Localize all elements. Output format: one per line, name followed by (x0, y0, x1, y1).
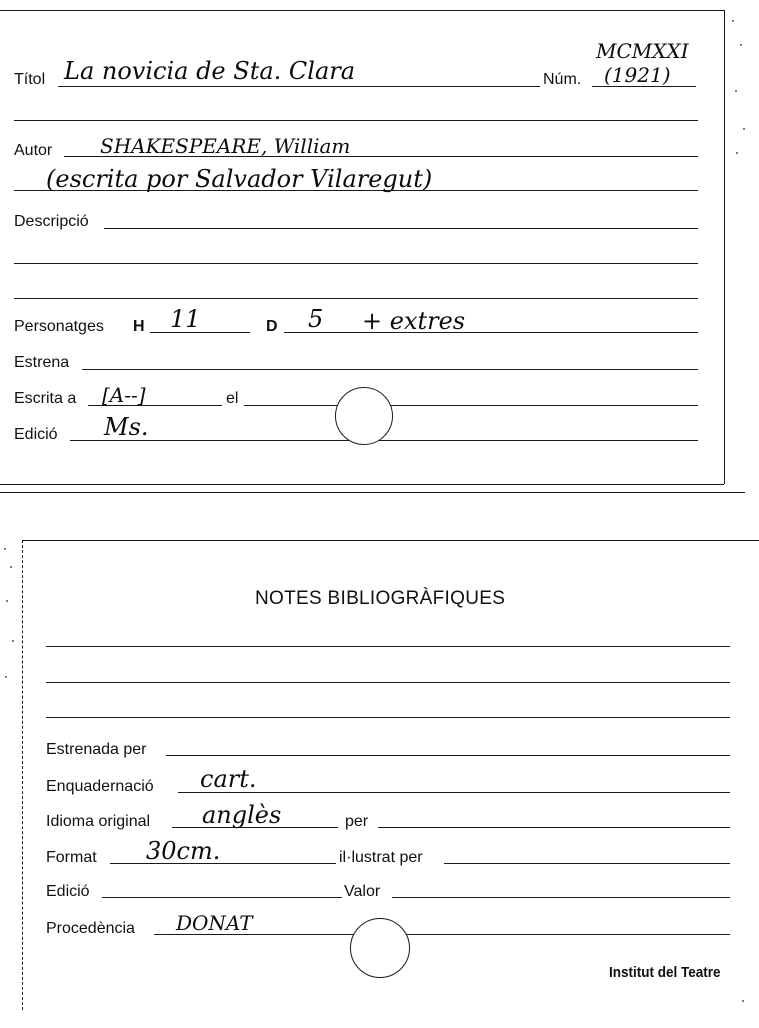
original-language-label: Idioma original (46, 813, 151, 830)
scan-speck (6, 600, 8, 602)
title-line-2 (14, 120, 698, 121)
binding-value: cart. (200, 765, 257, 793)
women-label: D (266, 318, 278, 335)
description-line (104, 228, 698, 229)
scan-speck (736, 152, 738, 154)
value-line (392, 897, 730, 898)
card2-title: NOTES BIBLIOGRÀFIQUES (255, 588, 506, 609)
notes-line-3 (46, 717, 730, 718)
card2-top-border (22, 540, 759, 541)
card1-top-border (0, 10, 724, 11)
written-at-value: [A--] (102, 383, 146, 407)
scan-speck (4, 548, 6, 550)
title-value: La novicia de Sta. Clara (64, 57, 356, 85)
page-divider (0, 492, 745, 493)
format-value: 30cm. (146, 837, 221, 865)
title-label: Títol (14, 71, 46, 88)
author-note-value: (escrita por Salvador Vilaregut) (46, 165, 433, 193)
edition-line (70, 440, 698, 441)
provenance-label: Procedència (46, 920, 135, 937)
description-line-2 (14, 263, 698, 264)
women-value: 5 (308, 305, 324, 333)
card2-left-border (22, 540, 23, 1010)
binding-label: Enquadernació (46, 778, 154, 795)
illustrated-by-label: il·lustrat per (339, 849, 423, 866)
illustrated-by-line (444, 863, 730, 864)
notes-line-2 (46, 682, 730, 683)
card1-bottom-border (0, 484, 724, 485)
provenance-value: DONAT (176, 911, 253, 935)
description-label: Descripció (14, 213, 89, 230)
characters-label: Personatges (14, 318, 104, 335)
scan-speck (742, 1000, 744, 1002)
card2-edition-label: Edició (46, 883, 90, 900)
original-language-value: anglès (202, 801, 282, 829)
scan-speck (732, 20, 734, 22)
description-line-3 (14, 298, 698, 299)
extras-value: + extres (362, 307, 466, 335)
institution-stamp: Institut del Teatre (609, 964, 721, 981)
author-label: Autor (14, 142, 53, 159)
men-value: 11 (170, 305, 201, 333)
format-line (110, 863, 336, 864)
punch-hole (335, 387, 393, 445)
written-on-label: el (226, 390, 239, 407)
edition-value: Ms. (104, 413, 149, 441)
premiered-by-label: Estrenada per (46, 741, 147, 758)
scan-speck (735, 90, 737, 92)
title-line (58, 86, 540, 87)
card2-edition-line (102, 897, 342, 898)
premiered-by-line (166, 755, 730, 756)
written-at-label: Escrita a (14, 390, 77, 407)
scan-speck (5, 676, 7, 678)
written-on-line (244, 405, 698, 406)
binding-line (178, 792, 730, 793)
notes-line-1 (46, 646, 730, 647)
value-label: Valor (344, 883, 381, 900)
scan-speck (740, 44, 742, 46)
card1-right-border (724, 10, 725, 484)
translated-by-label: per (345, 813, 369, 830)
scan-speck (743, 128, 745, 130)
men-label: H (133, 318, 145, 335)
scan-speck (12, 640, 14, 642)
punch-hole (350, 918, 410, 978)
year-roman-value: MCMXXI (596, 39, 689, 63)
translated-by-line (378, 827, 730, 828)
number-value: (1921) (604, 63, 671, 87)
women-line (284, 332, 698, 333)
edition-label: Edició (14, 426, 58, 443)
premiere-label: Estrena (14, 354, 70, 371)
number-label: Núm. (543, 71, 582, 88)
premiere-line (82, 369, 698, 370)
scan-speck (10, 566, 12, 568)
author-value: SHAKESPEARE, William (100, 134, 351, 158)
format-label: Format (46, 849, 97, 866)
